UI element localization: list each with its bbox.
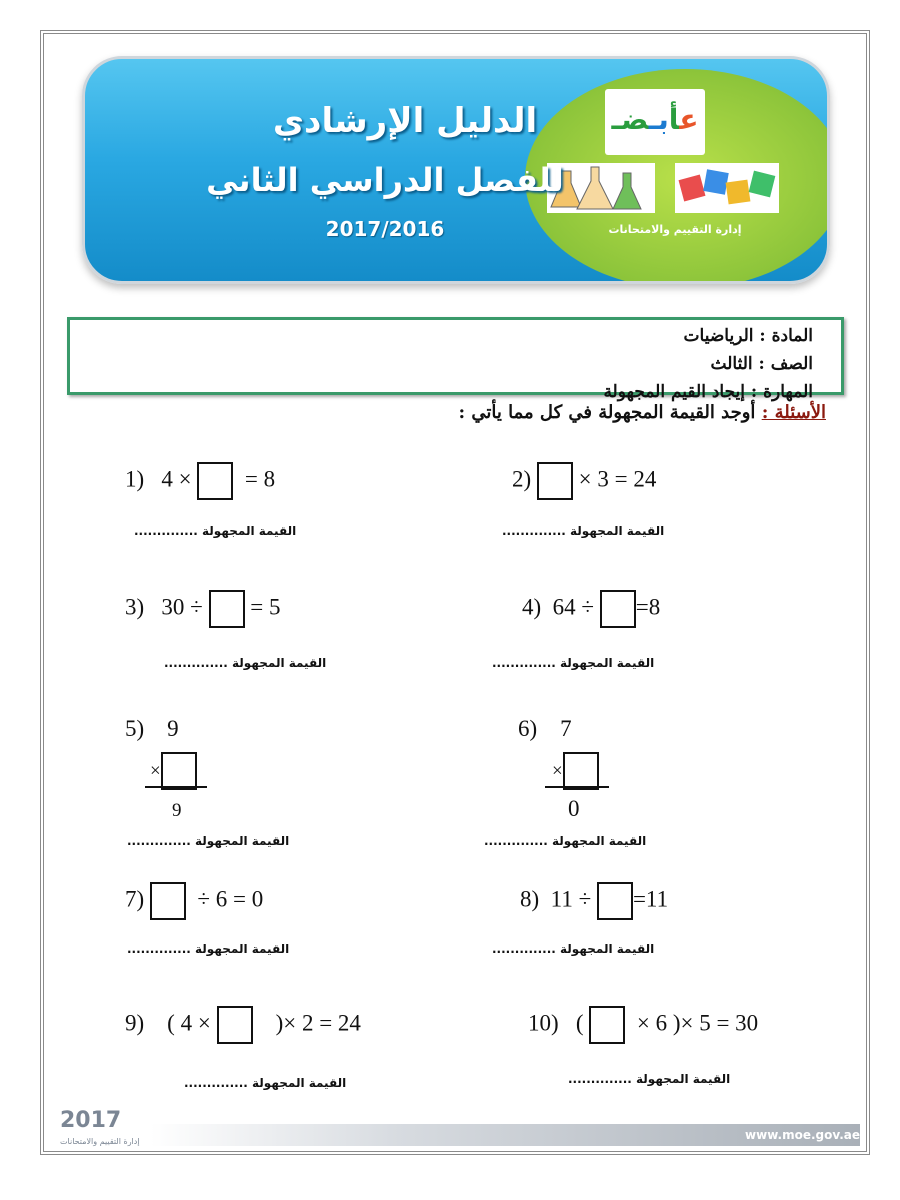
answer-line-9[interactable] [184,1076,346,1090]
unknown-box[interactable] [597,882,633,920]
unknown-box[interactable] [537,462,573,500]
problem-5-result: 9 [172,800,182,821]
unknown-box[interactable] [161,752,197,790]
department-name: إدارة التقييم والامتحانات [608,223,742,236]
problem-number: 7) [125,886,145,912]
footer-department: إدارة التقييم والامتحانات [60,1137,140,1146]
answer-dots: .............. [568,1072,632,1086]
answer-line-1[interactable] [134,524,296,538]
problem-number: 10) [528,1010,559,1036]
problem-left: 4 × [161,466,192,492]
problem-5-multiplier [150,752,197,790]
problem-right: )× 2 = 24 [275,1010,361,1036]
problem-right: =11 [632,886,669,912]
logo-image: عأبـضـ [605,89,705,155]
subject-line: المادة : الرياضيات [683,326,813,346]
problem-number: 3) [125,594,145,620]
banner-title: الدليل الإرشادي [272,101,538,141]
sum-line [545,786,609,788]
answer-label: القيمة المجهولة [570,524,665,538]
answer-dots: .............. [164,656,228,670]
answer-label: القيمة المجهولة [195,834,290,848]
info-box [67,317,844,402]
problem-number: 9) [125,1010,145,1036]
answer-dots: .............. [127,942,191,956]
problem-number: 8) [520,886,540,912]
problem-6-multiplier [552,752,599,790]
problem-left: ( 4 × [167,1010,211,1036]
header-banner [82,56,830,284]
problem-right: ÷ 6 = 0 [197,886,264,912]
problem-8 [520,882,668,920]
answer-dots: .............. [134,524,198,538]
problem-left: 11 ÷ [550,886,592,912]
question-label: الأسئلة : [761,402,826,423]
problem-top: 7 [560,716,572,741]
answer-line-8[interactable] [492,942,654,956]
answer-dots: .............. [492,656,556,670]
problem-right: = 8 [244,466,276,492]
answer-label: القيمة المجهولة [560,942,655,956]
problem-left: ( [575,1010,584,1036]
problem-number: 4) [522,594,542,620]
problem-10 [528,1006,758,1044]
problem-right: × 3 = 24 [578,466,657,492]
sum-line [145,786,207,788]
problem-number: 2) [512,466,532,492]
answer-line-6[interactable] [484,834,646,848]
unknown-box[interactable] [209,590,245,628]
problem-4 [522,590,660,628]
answer-dots: .............. [184,1076,248,1090]
problem-right: = 5 [250,594,281,620]
problem-number: 5) [125,716,145,741]
answer-line-5[interactable] [127,834,289,848]
footer-url[interactable]: www.moe.gov.ae [745,1128,860,1142]
answer-dots: .............. [492,942,556,956]
question-text: أوجد القيمة المجهولة في كل مما يأتي : [458,402,756,423]
answer-line-4[interactable] [492,656,654,670]
banner-year: 2017/2016 [325,217,445,241]
footer-year: 2017 [60,1108,122,1133]
unknown-box[interactable] [600,590,636,628]
problem-left: 64 ÷ [552,594,595,620]
unknown-box[interactable] [217,1006,253,1044]
problem-7 [125,882,263,920]
math-dice-image [675,163,779,213]
problem-number: 6) [518,716,538,741]
answer-label: القيمة المجهولة [560,656,655,670]
unknown-box[interactable] [197,462,233,500]
answer-label: القيمة المجهولة [232,656,327,670]
answer-label: القيمة المجهولة [552,834,647,848]
problem-6-result: 0 [568,796,580,821]
operator: × [150,760,161,782]
answer-dots: .............. [127,834,191,848]
operator: × [552,760,563,782]
answer-label: القيمة المجهولة [252,1076,347,1090]
answer-line-10[interactable] [568,1072,730,1086]
problem-9 [125,1006,361,1044]
answer-label: القيمة المجهولة [195,942,290,956]
problem-top: 9 [167,716,179,741]
answer-dots: .............. [502,524,566,538]
problem-right: × 6 )× 5 = 30 [636,1010,759,1036]
grade-line: الصف : الثالث [710,354,813,374]
answer-label: القيمة المجهولة [202,524,297,538]
skill-line: المهارة : إيجاد القيم المجهولة [603,382,813,402]
question-instruction [458,402,826,423]
problem-left: 30 ÷ [161,594,203,620]
answer-dots: .............. [484,834,548,848]
problem-right: =8 [635,594,661,620]
unknown-box[interactable] [150,882,186,920]
banner-subtitle: للفصل الدراسي الثاني [206,161,564,199]
problem-5 [125,716,179,742]
answer-label: القيمة المجهولة [636,1072,731,1086]
answer-line-7[interactable] [127,942,289,956]
problem-3 [125,590,281,628]
unknown-box[interactable] [589,1006,625,1044]
problem-6 [518,716,572,742]
answer-line-2[interactable] [502,524,664,538]
problem-1 [125,462,275,500]
unknown-box[interactable] [563,752,599,790]
problem-number: 1) [125,466,145,492]
answer-line-3[interactable] [164,656,326,670]
problem-2 [512,462,656,500]
